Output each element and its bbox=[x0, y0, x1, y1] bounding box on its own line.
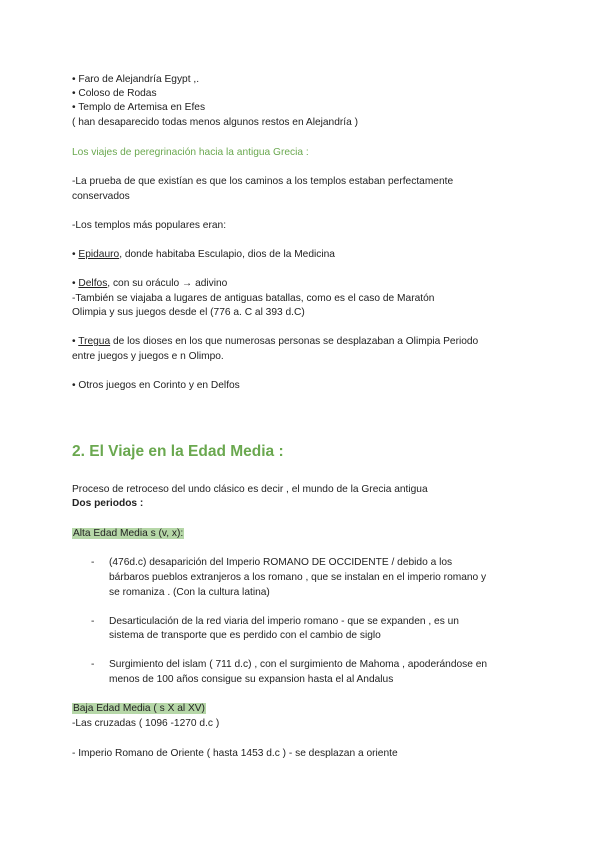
cruzadas-line: -Las cruzadas ( 1096 -1270 d.c ) bbox=[72, 718, 220, 729]
other-games-item: • Otros juegos en Corinto y en Delfos bbox=[72, 380, 240, 391]
list-dash: - bbox=[91, 557, 95, 568]
tregua-text: de los dioses en los que numerosas personas se desplazaban a Olimpia Periodo bbox=[110, 336, 479, 347]
battles-line: Olimpia y sus juegos desde el (776 a. C al 393 d.C) bbox=[72, 307, 305, 318]
bullet: • bbox=[72, 249, 79, 260]
wonders-note: ( han desaparecido todas menos algunos restos en Alejandría ) bbox=[72, 117, 358, 128]
list-dash: - bbox=[91, 616, 95, 627]
delfos-text: , con su oráculo → adivino bbox=[107, 278, 228, 289]
alta-item-line: menos de 100 años consigue su expansion hasta el al Andalus bbox=[109, 674, 394, 685]
tregua-term: Tregua bbox=[78, 336, 111, 347]
wonder-item: • Faro de Alejandría Egypt ,. bbox=[72, 74, 200, 85]
alta-item-line: (476d.c) desaparición del Imperio ROMANO DE OCCIDENTE / debido a los bbox=[109, 557, 453, 568]
dos-periodos-label: Dos periodos : bbox=[72, 498, 144, 509]
alta-item-line: bárbaros pueblos extranjeros a los romano , que se instalan en el imperio romano y bbox=[109, 572, 487, 583]
retroceso-text: Proceso de retroceso del undo clásico es decir , el mundo de la Grecia antigua bbox=[72, 484, 428, 495]
proof-line: conservados bbox=[72, 191, 130, 202]
wonder-item: • Templo de Artemisa en Efes bbox=[72, 102, 206, 113]
delfos-item bbox=[72, 277, 227, 291]
baja-heading-text: Baja Edad Media ( s X al XV) bbox=[73, 703, 205, 714]
temples-intro: -Los templos más populares eran: bbox=[72, 220, 227, 231]
epidauro-term: Epidauro bbox=[78, 249, 120, 260]
list-dash: - bbox=[91, 659, 95, 670]
proof-line: -La prueba de que existían es que los caminos a los templos estaban perfectamente bbox=[72, 176, 454, 187]
tregua-line: entre juegos y juegos e n Olimpo. bbox=[72, 351, 224, 362]
section-heading: 2. El Viaje en la Edad Media : bbox=[72, 443, 284, 460]
baja-heading bbox=[72, 702, 206, 716]
alta-heading bbox=[72, 527, 184, 541]
pilgrimage-heading: Los viajes de peregrinación hacia la antigua Grecia : bbox=[72, 147, 309, 158]
tregua-item bbox=[72, 335, 478, 349]
alta-item-line: Desarticulación de la red viaria del imperio romano - que se expanden , es un bbox=[109, 616, 459, 627]
bullet: • bbox=[72, 336, 79, 347]
wonder-item: • Coloso de Rodas bbox=[72, 88, 157, 99]
alta-item-line: Surgimiento del islam ( 711 d.c) , con el surgimiento de Mahoma , apoderándose en bbox=[109, 659, 488, 670]
alta-item-line: se romaniza . (Con la cultura latina) bbox=[109, 587, 270, 598]
epidauro-item bbox=[72, 248, 335, 262]
oriente-line: - Imperio Romano de Oriente ( hasta 1453 d.c ) - se desplazan a oriente bbox=[72, 748, 398, 759]
alta-heading-text: Alta Edad Media s (v, x): bbox=[73, 528, 184, 539]
delfos-term: Delfos bbox=[78, 278, 108, 289]
battles-line: -También se viajaba a lugares de antiguas batallas, como es el caso de Maratón bbox=[72, 293, 435, 304]
bullet: • bbox=[72, 278, 79, 289]
epidauro-text: , donde habitaba Esculapio, dios de la Medicina bbox=[119, 249, 335, 260]
alta-item-line: sistema de transporte que es perdido con el cambio de siglo bbox=[109, 630, 381, 641]
